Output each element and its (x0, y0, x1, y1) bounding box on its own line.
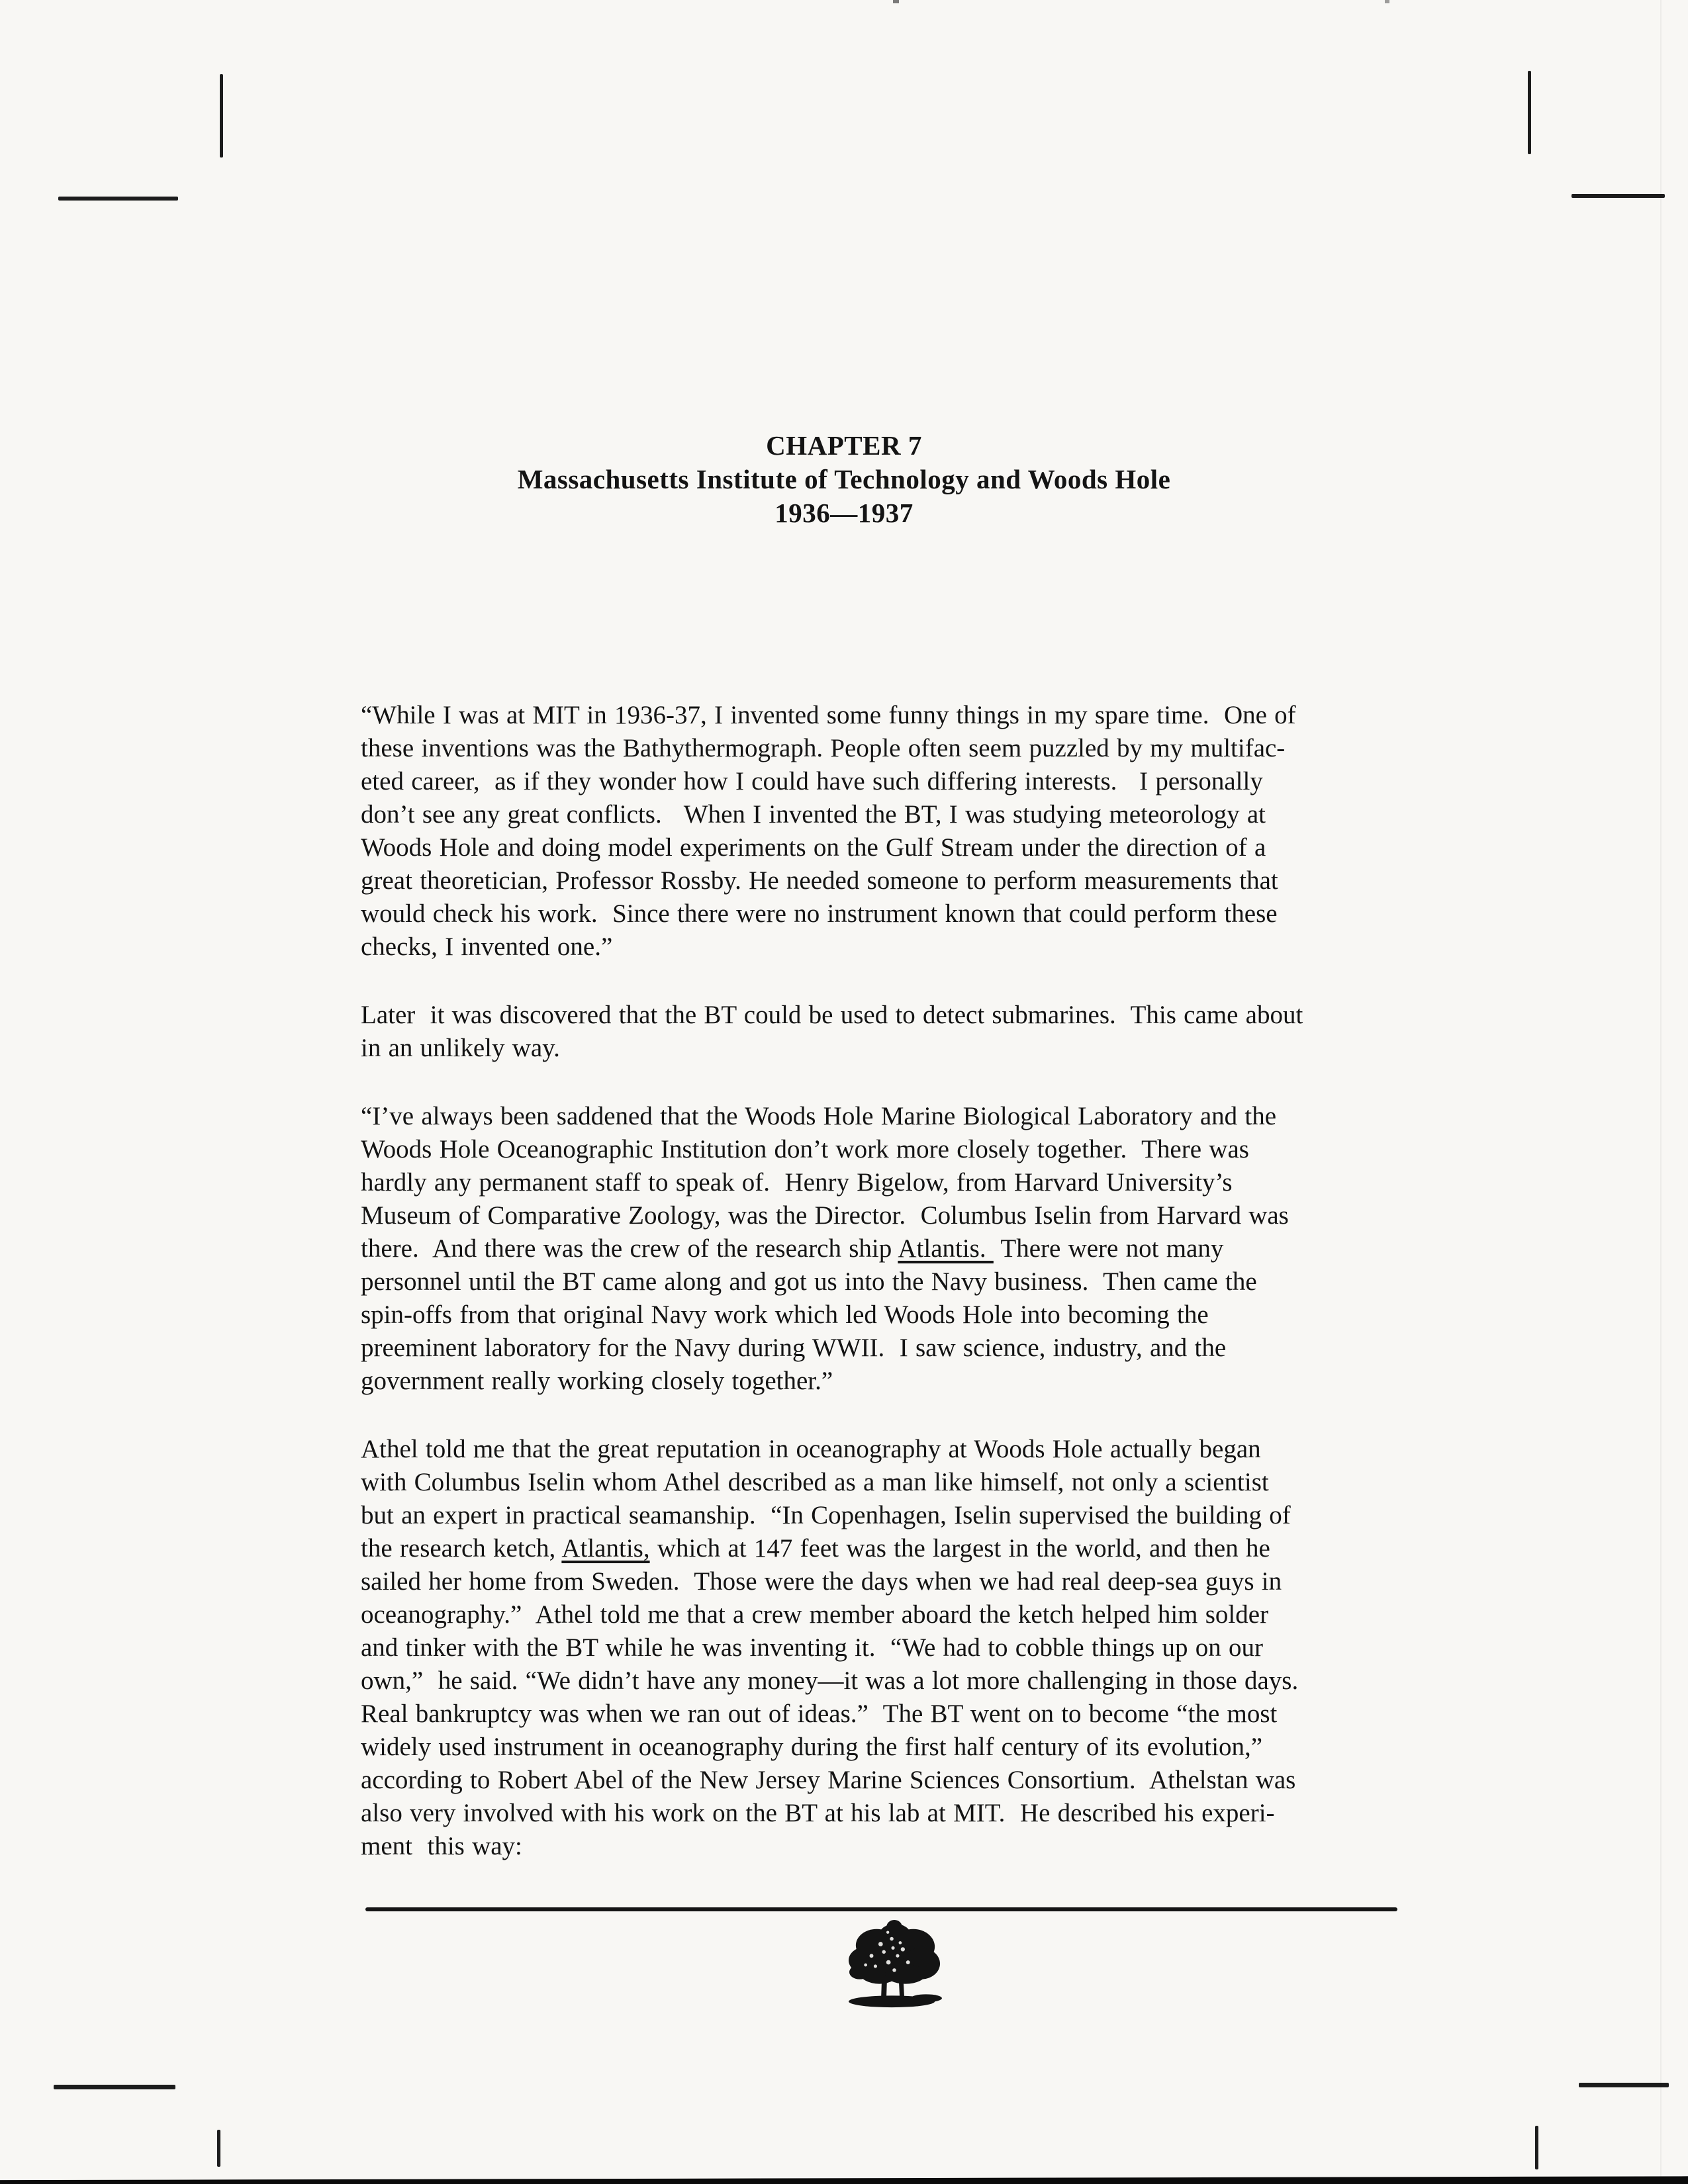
text-line (361, 1133, 1380, 1166)
text-line (361, 798, 1380, 831)
text-segment: preeminent laboratory for the Navy during WWII. I saw science, industry, and the (361, 1334, 1227, 1362)
scan-speck-top-1 (893, 0, 899, 3)
text-line (361, 1199, 1380, 1232)
text-segment: eted career, as if they wonder how I could have such differing interests. I personally (361, 767, 1263, 796)
text-segment: in an unlikely way. (361, 1034, 560, 1062)
paragraph (361, 999, 1380, 1065)
text-segment: Later it was discovered that the BT could be used to detect submarines. This came about (361, 1001, 1303, 1029)
text-line (361, 1332, 1380, 1365)
text-line (361, 1032, 1380, 1065)
text-segment: Real bankruptcy was when we ran out of ideas.” The BT went on to become “the most (361, 1700, 1278, 1728)
text-segment: own,” he said. “We didn’t have any money—it was a lot more challenging in those days. (361, 1666, 1299, 1695)
text-segment: which at 147 feet was the largest in the world, and then he (649, 1534, 1270, 1563)
text-line (361, 1232, 1380, 1265)
text-line (361, 1100, 1380, 1133)
text-segment: “I’ve always been saddened that the Woods Hole Marine Biological Laboratory and the (361, 1102, 1277, 1130)
text-line (361, 931, 1380, 964)
text-line (361, 699, 1380, 732)
text-line (361, 1433, 1380, 1466)
text-line (361, 1731, 1380, 1764)
scan-streak-right (1660, 0, 1662, 2184)
text-line (361, 864, 1380, 897)
text-line (361, 1565, 1380, 1598)
text-line (361, 1265, 1380, 1298)
crop-mark-top-right-vertical (1528, 71, 1531, 154)
text-segment: oceanography.” Athel told me that a crew member aboard the ketch helped him solder (361, 1600, 1269, 1629)
chapter-number: CHAPTER 7 (766, 430, 922, 461)
text-line (361, 1664, 1380, 1698)
text-line (361, 1797, 1380, 1830)
text-line (361, 1631, 1380, 1664)
text-segment: “While I was at MIT in 1936-37, I invented some funny things in my spare time. One of (361, 701, 1296, 729)
text-segment: with Columbus Iselin whom Athel described as a man like himself, not only a scientist (361, 1468, 1269, 1496)
crop-mark-bottom-left-vertical (217, 2130, 220, 2167)
body-text (361, 699, 1380, 1898)
text-line (361, 831, 1380, 864)
crop-mark-bottom-left-horizontal (54, 2085, 175, 2089)
crop-mark-bottom-right-vertical (1535, 2126, 1538, 2169)
text-segment: There were not many (993, 1234, 1224, 1263)
text-segment: spin-offs from that original Navy work which led Woods Hole into becoming the (361, 1300, 1209, 1329)
text-line (361, 1166, 1380, 1199)
text-segment: ment this way: (361, 1832, 522, 1860)
text-line (361, 1830, 1380, 1863)
chapter-years: 1936—1937 (774, 498, 914, 528)
text-segment: Museum of Comparative Zoology, was the Director. Columbus Iselin from Harvard was (361, 1201, 1289, 1230)
chapter-title: Massachusetts Institute of Technology and Woods Hole (517, 464, 1171, 494)
paragraph (361, 1433, 1380, 1863)
text-line (361, 1698, 1380, 1731)
scan-speck-top-2 (1385, 0, 1389, 3)
footer-divider-rule (365, 1907, 1397, 1911)
text-segment: checks, I invented one.” (361, 933, 613, 961)
text-line (361, 1598, 1380, 1631)
text-line (361, 732, 1380, 765)
text-line (361, 1466, 1380, 1499)
text-segment: government really working closely together.” (361, 1367, 833, 1395)
text-segment: personnel until the BT came along and got us into the Navy business. Then came the (361, 1267, 1257, 1296)
text-line (361, 765, 1380, 798)
underlined-text: Atlantis. (898, 1234, 994, 1263)
paragraph (361, 699, 1380, 964)
text-segment: Woods Hole Oceanographic Institution don’t work more closely together. There was (361, 1135, 1249, 1163)
scanner-edge-bar-bottom (0, 2175, 1688, 2184)
tree-ornament-icon (829, 1919, 961, 2011)
text-line (361, 1499, 1380, 1532)
text-line (361, 897, 1380, 931)
chapter-header (0, 429, 1688, 530)
text-line (361, 1532, 1380, 1565)
text-line (361, 1764, 1380, 1797)
text-segment: these inventions was the Bathythermograph. People often seem puzzled by my multifac- (361, 734, 1286, 762)
underlined-text: Atlantis, (561, 1534, 650, 1563)
text-segment: would check his work. Since there were no instrument known that could perform these (361, 899, 1278, 928)
text-segment: widely used instrument in oceanography during the first half century of its evolution,” (361, 1733, 1263, 1761)
text-line (361, 1365, 1380, 1398)
text-segment: great theoretician, Professor Rossby. He needed someone to perform measurements that (361, 866, 1278, 895)
text-segment: there. And there was the crew of the research ship (361, 1234, 898, 1263)
text-segment: sailed her home from Sweden. Those were the days when we had real deep-sea guys in (361, 1567, 1282, 1596)
crop-mark-top-left-vertical (220, 74, 223, 158)
text-segment: don’t see any great conflicts. When I invented the BT, I was studying meteorology at (361, 800, 1266, 829)
paragraph (361, 1100, 1380, 1398)
crop-mark-top-left-horizontal (58, 197, 178, 201)
text-line (361, 1298, 1380, 1332)
text-segment: also very involved with his work on the BT at his lab at MIT. He described his experi- (361, 1799, 1275, 1827)
text-segment: Woods Hole and doing model experiments on the Gulf Stream under the direction of a (361, 833, 1266, 862)
text-segment: according to Robert Abel of the New Jersey Marine Sciences Consortium. Athelstan was (361, 1766, 1296, 1794)
text-segment: the research ketch, (361, 1534, 562, 1563)
crop-mark-top-right-horizontal (1571, 194, 1665, 198)
crop-mark-bottom-right-horizontal (1579, 2083, 1669, 2087)
text-segment: and tinker with the BT while he was inventing it. “We had to cobble things up on our (361, 1633, 1263, 1662)
text-line (361, 999, 1380, 1032)
text-segment: Athel told me that the great reputation in oceanography at Woods Hole actually began (361, 1435, 1261, 1463)
text-segment: but an expert in practical seamanship. “In Copenhagen, Iselin supervised the building of (361, 1501, 1291, 1529)
text-segment: hardly any permanent staff to speak of. Henry Bigelow, from Harvard University’s (361, 1168, 1233, 1197)
